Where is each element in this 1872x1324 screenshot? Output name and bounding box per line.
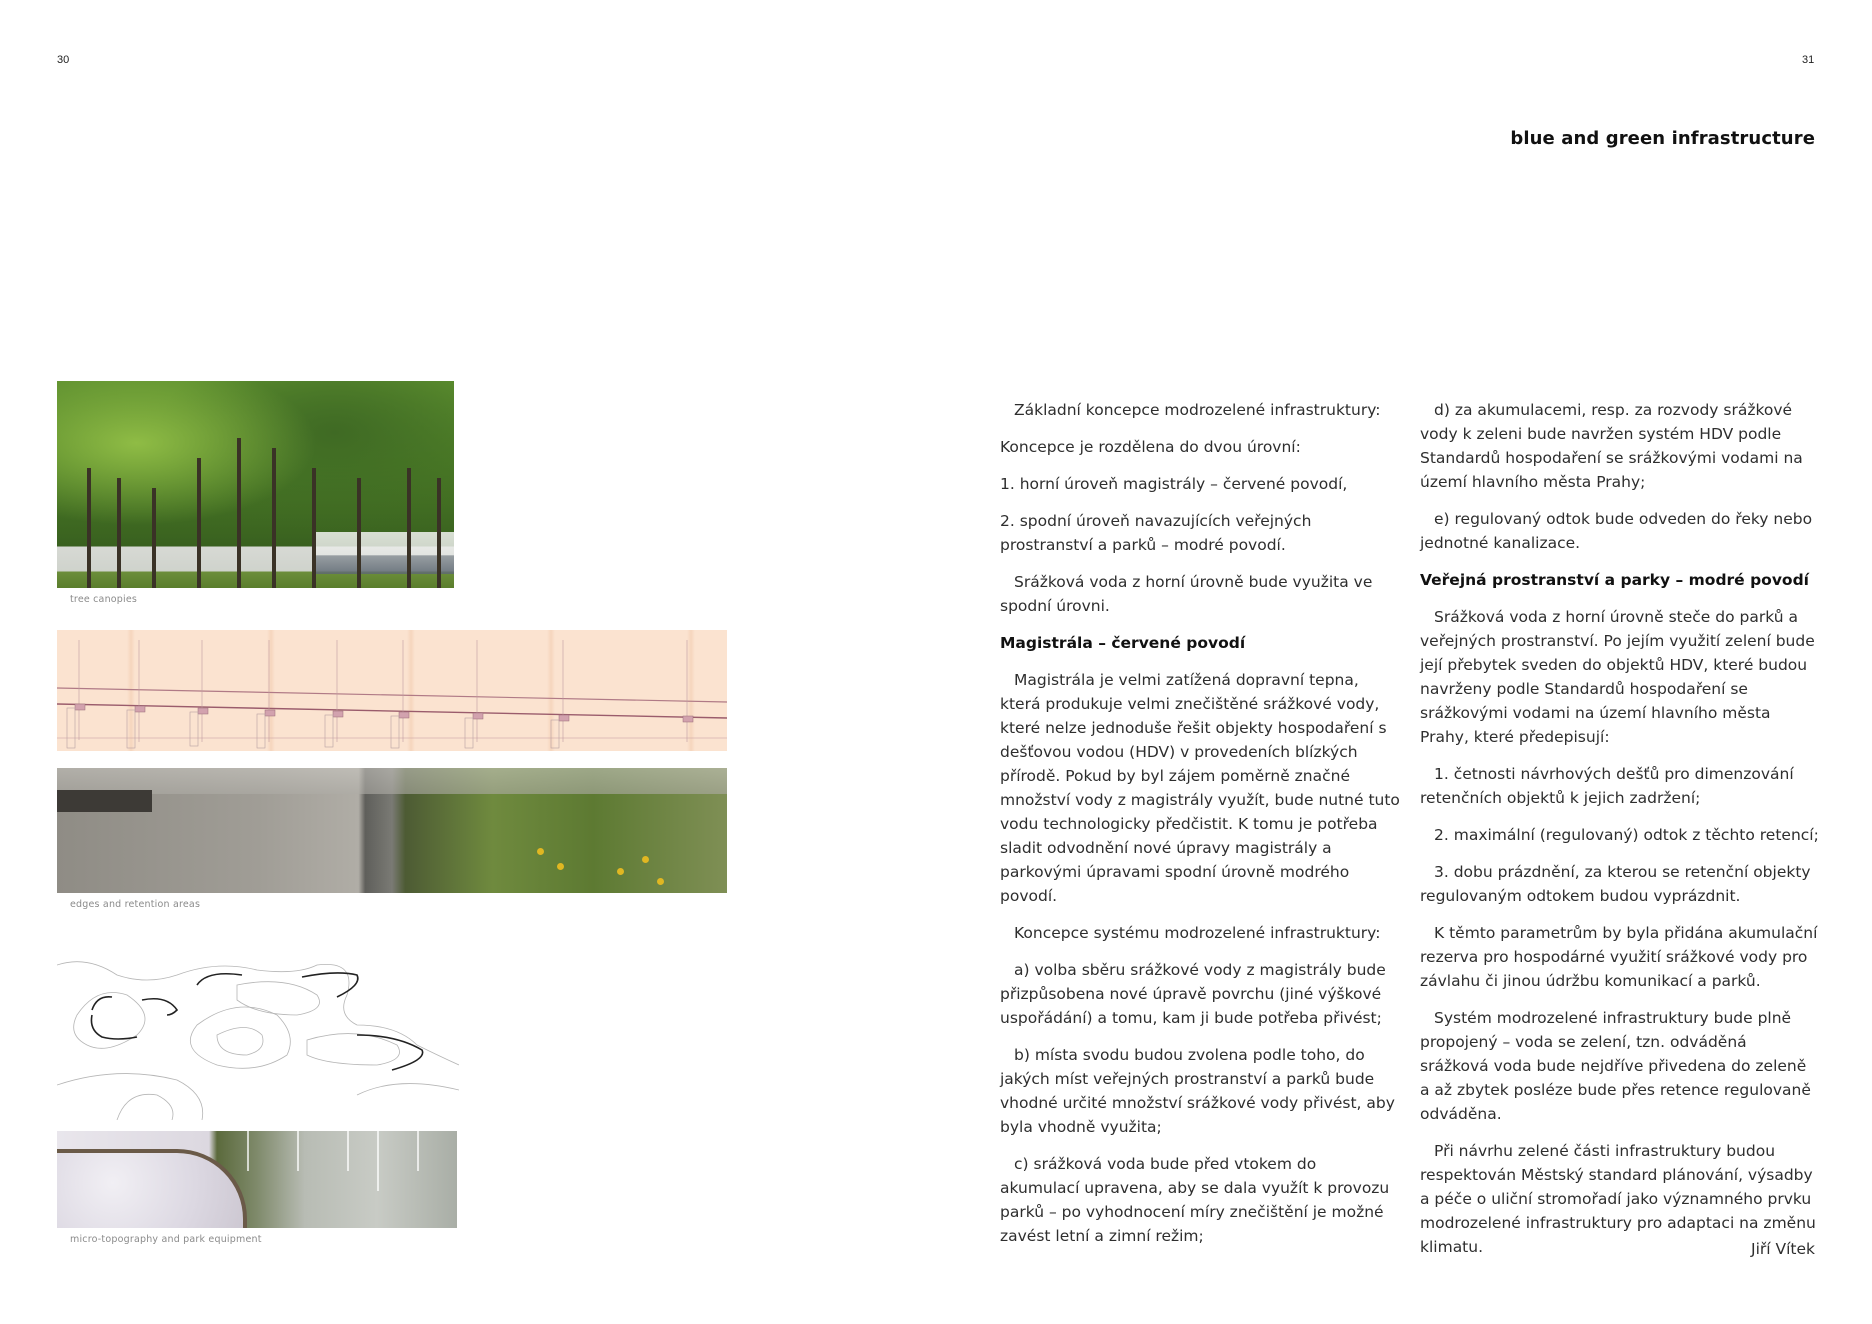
paragraph: 1. četnosti návrhových dešťů pro dimenzování retenčních objektů k jejich zadržení; [1420, 765, 1794, 807]
paragraph: 1. horní úroveň magistrály – červené povodí, [1000, 475, 1348, 493]
paragraph: Při návrhu zelené části infrastruktury budou respektován Městský standard plánování, výsadby a péče o uliční stromořadí jako významného prvku modrozelené infrastruktury pro adaptaci na změnu klimatu. [1420, 1142, 1816, 1256]
tree-trunk [87, 468, 91, 588]
longitudinal-section-drawing [57, 630, 727, 751]
section-heading: Magistrála – červené povodí [1000, 634, 1246, 652]
paragraph: Koncepce systému modrozelené infrastruktury: [1014, 924, 1381, 942]
water-jet [417, 1131, 419, 1171]
tree-trunk [272, 448, 276, 588]
paragraph: Systém modrozelené infrastruktury bude plně propojený – voda se zelení, tzn. odváděná srážková voda bude nejdříve přivedena do zeleně a až zbytek posléze bude přes retence regulovaně odváděna. [1420, 1009, 1811, 1123]
micro-topography-drawing [57, 955, 459, 1120]
author-signature: Jiří Vítek [1751, 1240, 1815, 1258]
caption-tree-canopies: tree canopies [70, 594, 138, 605]
paragraph: Koncepce je rozdělena do dvou úrovní: [1000, 438, 1301, 456]
tree-trunk [197, 458, 201, 588]
section-heading: Veřejná prostranství a parky – modré povodí [1420, 571, 1809, 589]
paragraph: a) volba sběru srážkové vody z magistrály bude přizpůsobena nové úpravě povrchu (jiné výškové uspořádání) a tomu, kam ji bude potřeba přivést; [1000, 961, 1386, 1027]
tree-trunk [312, 468, 316, 588]
tree-canopies-photo [57, 381, 454, 588]
paragraph: c) srážková voda bude před vtokem do akumulací upravena, aby se dala využít k provozu parků – po vyhodnocení míry znečištění je možné zavést letní a zimní režim; [1000, 1155, 1390, 1245]
water-jet [377, 1131, 379, 1191]
water-jet [347, 1131, 349, 1171]
building-background [314, 532, 454, 574]
tree-trunk [237, 438, 241, 588]
section-title: blue and green infrastructure [1510, 128, 1815, 149]
paragraph: Srážková voda z horní úrovně steče do parků a veřejných prostranství. Po jejím využití zelení bude její přebytek sveden do objektů HDV, které budou navrženy podle Standardů hospodaření se srážkovými vodami na území hlavního města Prahy, které předepisují: [1420, 608, 1815, 746]
paragraph: d) za akumulacemi, resp. za rozvody srážkové vody k zeleni bude navržen systém HDV podle Standardů hospodaření se srážkovými vodami na území hlavního města Prahy; [1420, 401, 1803, 491]
yellow-flower [537, 848, 544, 855]
yellow-flower [617, 868, 624, 875]
page-number-right: 31 [1802, 54, 1815, 66]
tree-trunk [407, 468, 411, 588]
profile-line-top [57, 688, 727, 702]
paragraph: Magistrála je velmi zatížená dopravní tepna, která produkuje velmi znečištěné srážkové vody, které nelze jednoduše řešit objekty hospodaření s dešťovou vodou (HDV) v provedeních blízkých přírodě. Pokud by byl zájem poměrně značné množství vody z magistrály využít, bude nutné tuto vodu technologicky předčistit. K tomu je potřeba sladit odvodnění nové úpravy magistrály a parkovými úpravami spodní úrovně modrého povodí. [1000, 671, 1400, 905]
paragraph: 2. spodní úroveň navazujících veřejných prostranství a parků – modré povodí. [1000, 512, 1312, 554]
water-jet [247, 1131, 249, 1171]
topography-svg [57, 955, 459, 1120]
park-edges [91, 973, 422, 1070]
tree-trunk [437, 478, 441, 588]
paragraph: 2. maximální (regulovaný) odtok z těchto retencí; [1434, 826, 1819, 844]
edges-retention-photo [57, 768, 727, 893]
yellow-flower [657, 878, 664, 885]
text-column-right [1420, 398, 1820, 1272]
text-column-left [1000, 398, 1400, 1261]
paragraph: K těmto parametrům by byla přidána akumulační rezerva pro hospodárné využití srážkové vody pro závlahu či jinou údržbu komunikací a parků. [1420, 924, 1818, 990]
paragraph: Základní koncepce modrozelené infrastruktury: [1014, 401, 1381, 419]
paragraph: Srážková voda z horní úrovně bude využita ve spodní úrovni. [1000, 573, 1373, 615]
caption-micro-topography: micro-topography and park equipment [70, 1234, 262, 1245]
gravel-area [57, 1149, 247, 1228]
bore-columns [67, 708, 559, 748]
page-number-left: 30 [57, 54, 70, 66]
park-water-feature-photo [57, 1131, 457, 1228]
tree-trunk [152, 488, 156, 588]
vertical-markers [79, 640, 687, 742]
paragraph: 3. dobu prázdnění, za kterou se retenční objekty regulovaným odtokem budou vyprázdnit. [1420, 863, 1811, 905]
concrete-bench [57, 790, 152, 812]
yellow-flower [557, 863, 564, 870]
yellow-flower [642, 856, 649, 863]
caption-edges-retention: edges and retention areas [70, 899, 201, 910]
tree-trunk [117, 478, 121, 588]
tree-trunk [357, 478, 361, 588]
section-drawing-svg [57, 630, 727, 751]
paragraph: b) místa svodu budou zvolena podle toho, do jakých míst veřejných prostranství a parků bude vhodné určité množství srážkové vody přivést, aby byla vhodně využita; [1000, 1046, 1395, 1136]
plaza-background [57, 768, 727, 794]
water-jet [297, 1131, 299, 1171]
paragraph: e) regulovaný odtok bude odveden do řeky nebo jednotné kanalizace. [1420, 510, 1813, 552]
